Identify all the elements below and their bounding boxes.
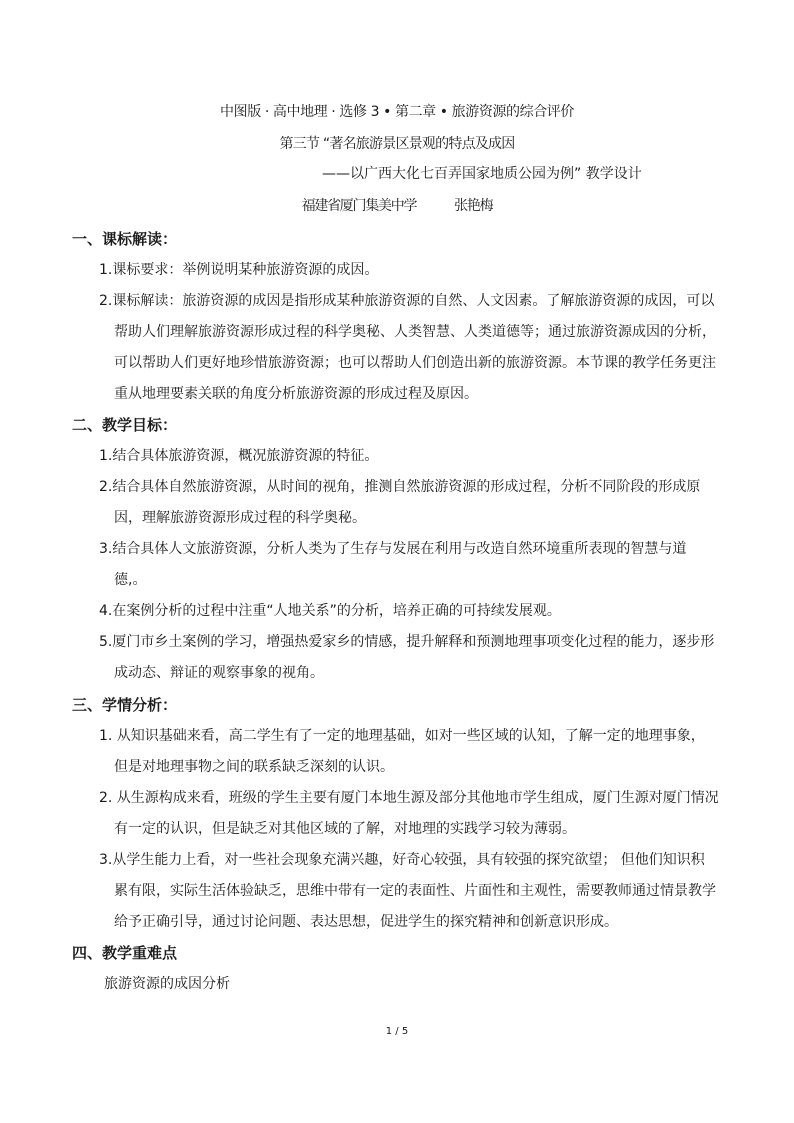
list-item: 4.在案例分析的过程中注重“人地关系”的分析，培养正确的可持续发展观。 bbox=[99, 603, 561, 619]
author-name: 张艳梅 bbox=[454, 198, 493, 214]
list-item: 3.结合具体人文旅游资源，分析人类为了生存与发展在利用与改造自然环境重所表现的智慧与道 bbox=[99, 541, 687, 557]
list-item: 2. 从生源构成来看，班级的学生主要有厦门本地生源及部分其他地市学生组成，厦门生源对厦门情况 bbox=[99, 790, 719, 806]
list-item: 1. 从知识基础来看，高二学生有了一定的地理基础，如对一些区域的认知，了解一定的地理事象， bbox=[99, 728, 705, 744]
list-item: 2.课标解读：旅游资源的成因是指形成某种旅游资源的自然、人文因素。了解旅游资源的成因，可以 bbox=[99, 293, 715, 309]
list-item-continuation: 有一定的认识，但是缺乏对其他区域的了解，对地理的实践学习较为薄弱。 bbox=[114, 821, 576, 837]
list-item-continuation: 但是对地理事物之间的联系缺乏深刻的认识。 bbox=[114, 759, 394, 775]
list-item-continuation: 重从地理要素关联的角度分析旅游资源的形成过程及原因。 bbox=[114, 386, 478, 402]
section-title-learner-analysis: 三、学情分析： bbox=[72, 696, 178, 714]
list-item: 2.结合具体自然旅游资源，从时间的视角，推测自然旅游资源的形成过程，分析不同阶段的形成原 bbox=[99, 479, 701, 495]
paragraph: 旅游资源的成因分析 bbox=[104, 976, 230, 992]
school-name: 福建省厦门集美中学 bbox=[301, 198, 417, 214]
section-title-curriculum: 一、课标解读： bbox=[72, 230, 178, 248]
list-item: 1.课标要求：举例说明某种旅游资源的成因。 bbox=[99, 262, 379, 278]
list-item-continuation: 因，理解旅游资源形成过程的科学奥秘。 bbox=[114, 510, 366, 526]
page-number: 1 / 5 bbox=[385, 1026, 409, 1037]
list-item-continuation: 成动态、辩证的观察事象的视角。 bbox=[114, 665, 324, 681]
list-item-continuation: 可以帮助人们更好地珍惜旅游资源；也可以帮助人们创造出新的旅游资源。本节课的教学任务更注 bbox=[114, 355, 716, 371]
list-item-continuation: 给予正确引导，通过讨论问题、表达思想，促进学生的探究精神和创新意识形成。 bbox=[114, 914, 618, 930]
list-item: 3.从学生能力上看，对一些社会现象充满兴趣，好奇心较强，具有较强的探究欲望； 但他们知识积 bbox=[99, 852, 705, 868]
lesson-subtitle: ——以广西大化七百弄国家地质公园为例” 教学设计 bbox=[322, 166, 642, 182]
list-item: 5.厦门市乡土案例的学习，增强热爱家乡的情感，提升解释和预测地理事项变化过程的能力，逐步形 bbox=[99, 634, 715, 650]
list-item-continuation: 帮助人们理解旅游资源形成过程的科学奥秘、人类智慧、人类道德等；通过旅游资源成因的分析， bbox=[114, 324, 716, 340]
course-header: 中图版 · 高中地理 · 选修 3 • 第二章 • 旅游资源的综合评价 bbox=[220, 104, 574, 120]
list-item-continuation: 累有限，实际生活体验缺乏，思维中带有一定的表面性、片面性和主观性，需要教师通过情景教学 bbox=[114, 883, 716, 899]
section-title-objectives: 二、教学目标： bbox=[72, 416, 178, 434]
list-item: 1.结合具体旅游资源，概况旅游资源的特征。 bbox=[99, 448, 379, 464]
lesson-title: 第三节 “著名旅游景区景观的特点及成因 bbox=[279, 136, 515, 152]
author-line bbox=[0, 196, 794, 216]
list-item-continuation: 德,。 bbox=[114, 572, 147, 588]
section-title-key-points: 四、教学重难点 bbox=[72, 944, 178, 962]
